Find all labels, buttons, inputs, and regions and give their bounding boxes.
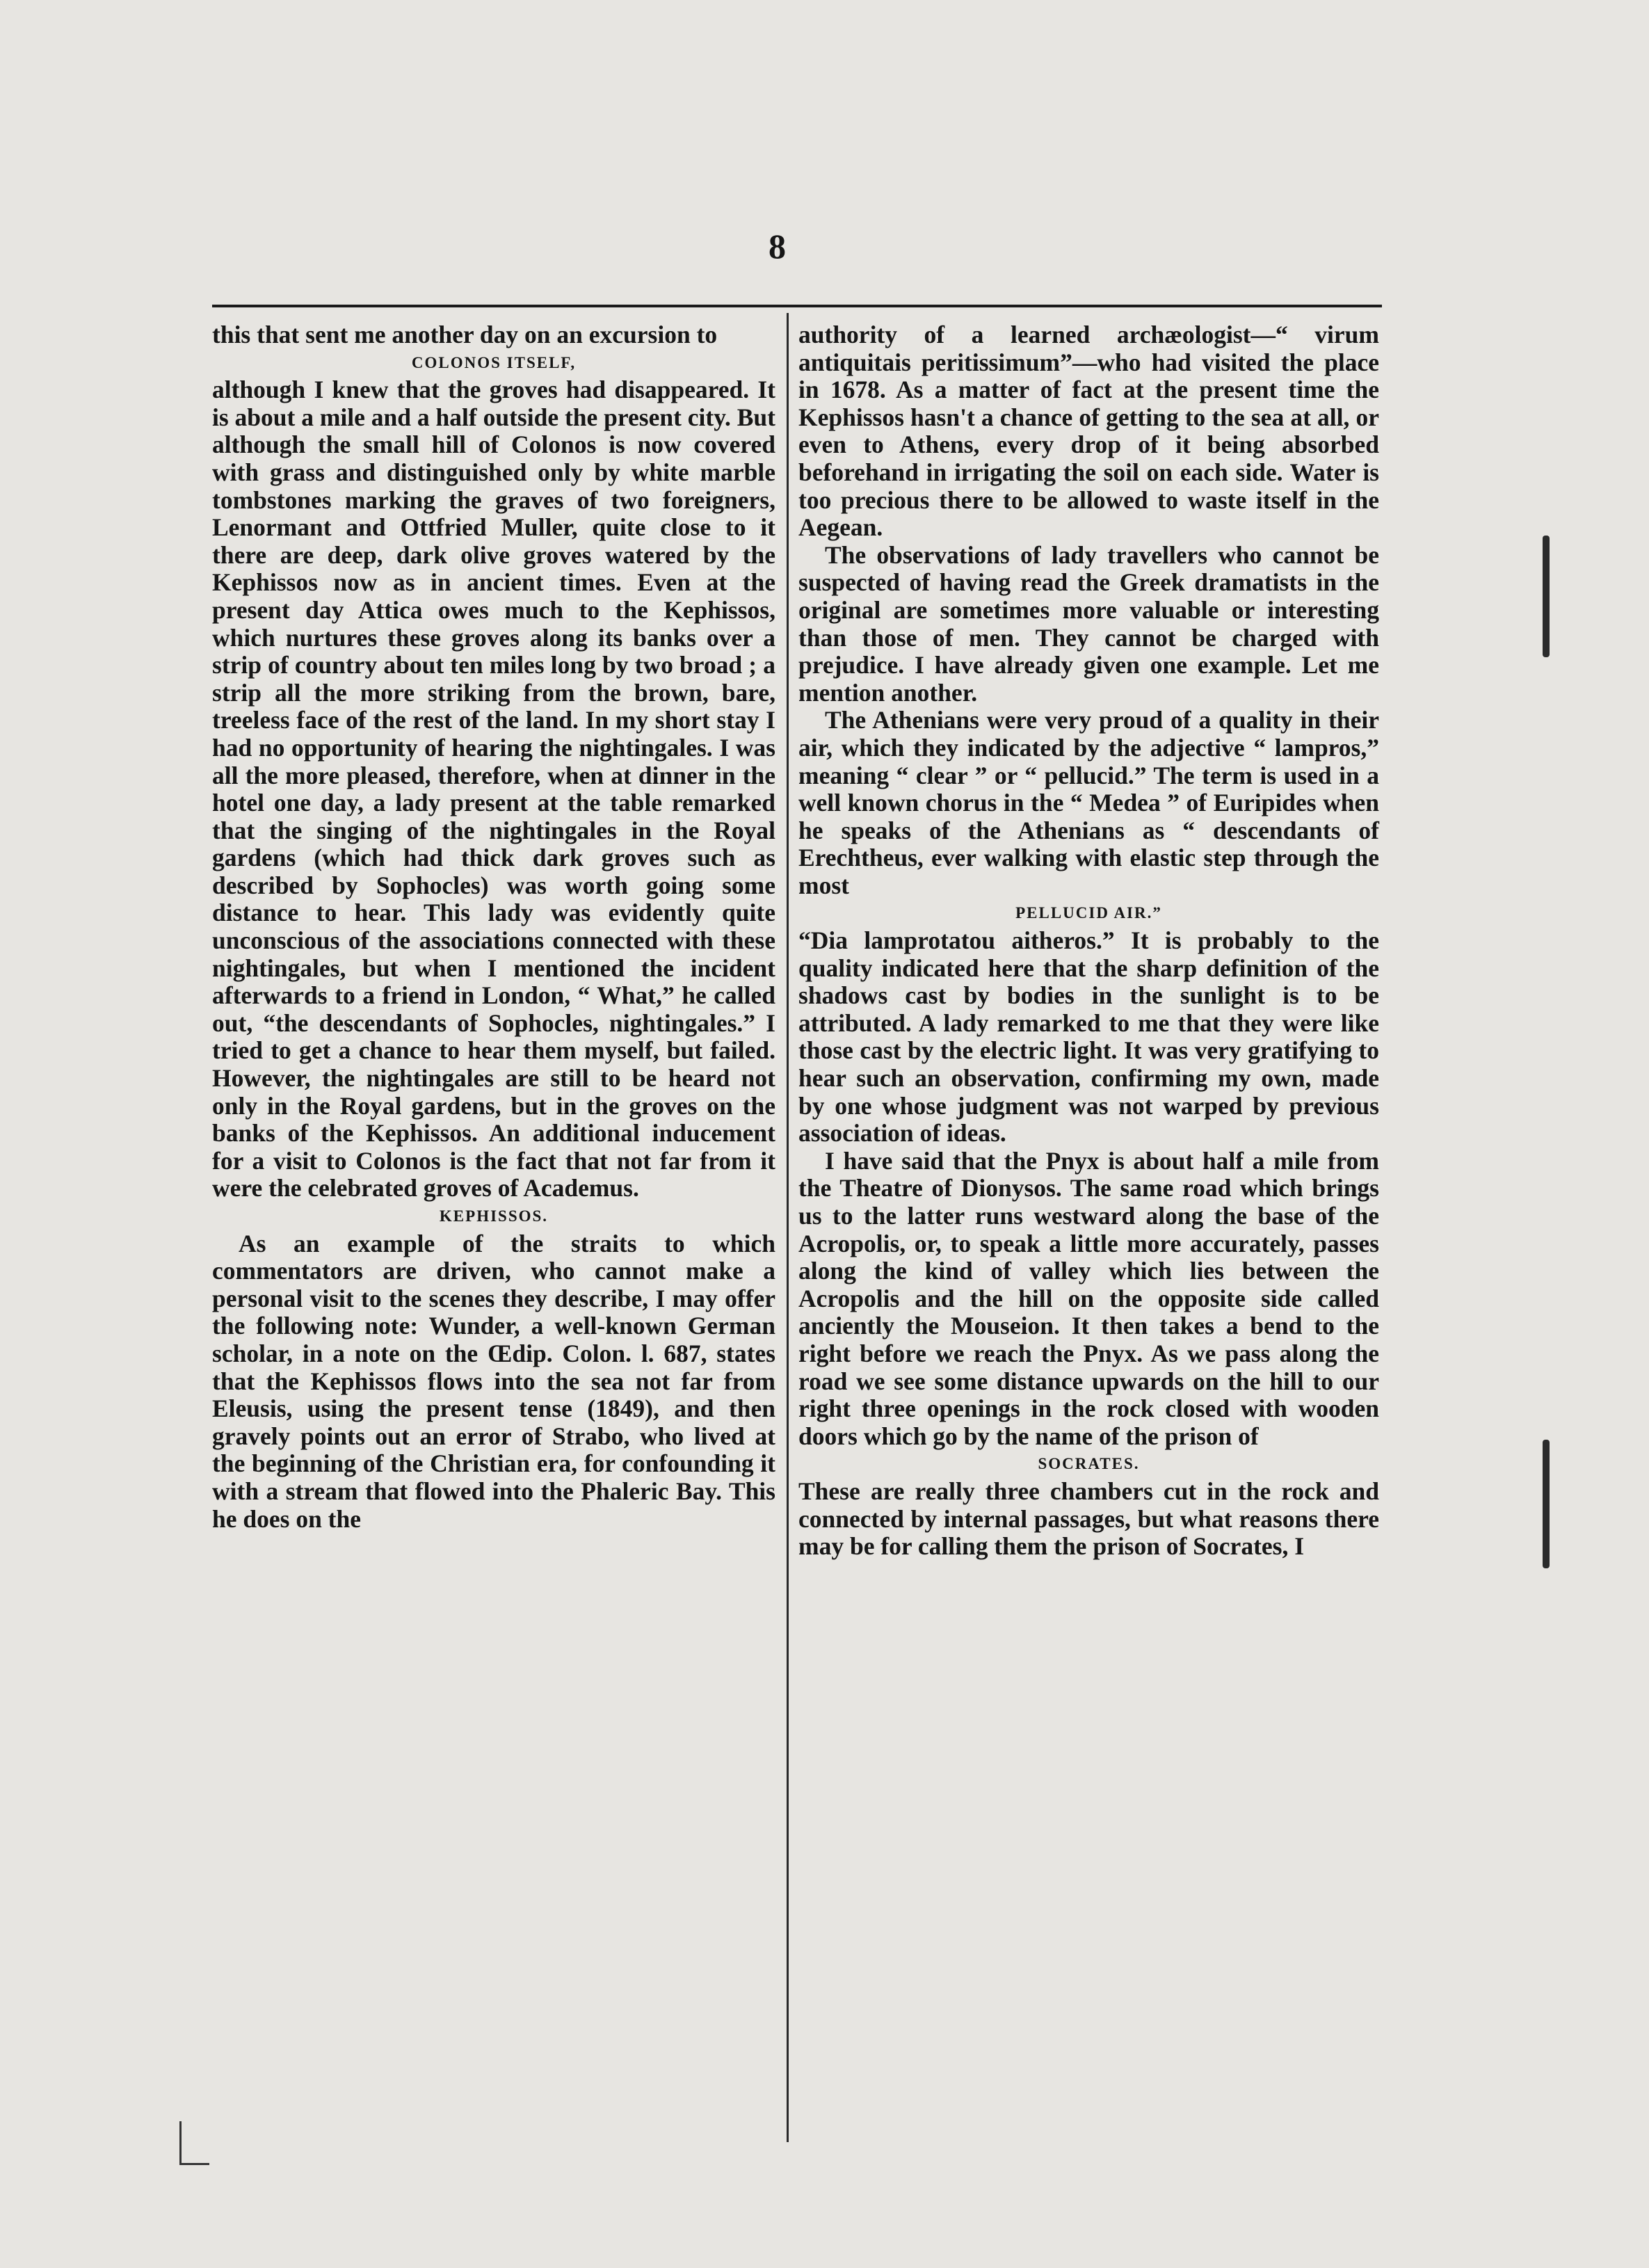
section-heading: KEPHISSOS. xyxy=(439,1207,549,1225)
paragraph: As an example of the straits to which commentators are driven, who cannot make a personal visit to the scenes they describe, I may offer the following note: Wunder, a well-known German scholar, in a note on the Œdip. Colon. l. 687, states that the Kephissos flows into the sea not far from Eleusis, using the present tense (1849), and then gravely points out an error of Strabo, who lived at the beginning of the Christian era, for confounding it with a stream that flowed into the Phaleric Bay. This he does on the xyxy=(212,1229,775,1533)
margin-mark xyxy=(1543,536,1550,657)
paragraph: authority of a learned archæologist—“ virum antiquitais peritissimum”—who had visited the place in 1678. As a matter of fact at the present time the Kephissos hasn't a chance of getting to the sea at all, or even to Athens, every drop of it being absorbed beforehand in irrigating the soil on each side. Water is too precious there to be allowed to waste itself in the Aegean. xyxy=(798,321,1379,542)
paragraph: The Athenians were very proud of a quality in their air, which they indicated by the adjective “ lampros,” meaning “ clear ” or “ pellucid.” The term is used in a well known chorus in the “ Medea ” of Euripides when he speaks of the Athenians as “ descendants of Erechtheus, ever walking with elastic step through the most xyxy=(798,706,1379,899)
left-column xyxy=(212,321,775,1533)
section-heading: PELLUCID AIR.” xyxy=(1015,904,1162,922)
margin-mark xyxy=(1543,1440,1550,1568)
page-number: 8 xyxy=(769,227,786,266)
paragraph: The observations of lady travellers who cannot be suspected of having read the Greek dramatists in the original are sometimes more valuable or interesting than those of men. They cannot be charged with prejudice. I have already given one example. Let me mention another. xyxy=(798,540,1379,707)
paragraph: I have said that the Pnyx is about half a mile from the Theatre of Dionysos. The same road which brings us to the latter runs westward along the base of the Acropolis, or, to speak a little more accurately, passes along the kind of valley which lies between the Acropolis and the hill on the opposite side called anciently the Mouseion. It then takes a bend to the right before we reach the Pnyx. As we pass along the road we see some distance upwards on the hill to our right three openings in the rock closed with wooden doors which go by the name of the prison of xyxy=(798,1146,1379,1450)
column-divider xyxy=(787,313,789,2142)
paragraph: “Dia lamprotatou aitheros.” It is probably to the quality indicated here that the sharp definition of the shadows cast by bodies in the sunlight is to be attributed. A lady remarked to me that they were like those cast by the electric light. It was very gratifying to hear such an observation, confirming my own, made by one whose judgment was not warped by previous association of ideas. xyxy=(798,926,1379,1148)
top-rule xyxy=(212,305,1382,307)
paragraph: These are really three chambers cut in the rock and connected by internal passages, but what reasons there may be for calling them the prison of Socrates, I xyxy=(798,1477,1379,1561)
section-heading: SOCRATES. xyxy=(1038,1455,1140,1473)
paragraph: although I knew that the groves had disappeared. It is about a mile and a half outside the present city. But although the small hill of Colonos is now covered with grass and distinguished only by white marble tombstones marking the graves of two foreigners, Lenormant and Ottfried Muller, quite close to it there are deep, dark olive groves watered by the Kephissos now as in ancient times. Even at the present day Attica owes much to the Kephissos, which nurtures these groves along its banks over a strip of country about ten miles long by two broad ; a strip all the more striking from the brown, bare, treeless face of the rest of the land. In my short stay I had no opportunity of hearing the nightingales. I was all the more pleased, therefore, when at dinner in the hotel one day, a lady present at the table remarked that the singing of the nightingales in the Royal gardens (which had thick dark groves such as described by Sophocles) was worth going some distance to hear. This lady was evidently quite unconscious of the associations connected with these nightingales, but when I mentioned the incident afterwards to a friend in London, “ What,” he called out, “the descendants of Sophocles, nightingales.” I tried to get a chance to hear them myself, but failed. However, the nightingales are still to be heard not only in the Royal gardens, but in the groves on the banks of the Kephissos. An additional inducement for a visit to Colonos is the fact that not far from it were the celebrated groves of Academus. xyxy=(212,376,775,1203)
right-column xyxy=(798,321,1379,1561)
paragraph: this that sent me another day on an excursion to xyxy=(212,321,718,348)
corner-mark xyxy=(179,2121,209,2165)
section-heading: COLONOS ITSELF, xyxy=(411,353,577,371)
